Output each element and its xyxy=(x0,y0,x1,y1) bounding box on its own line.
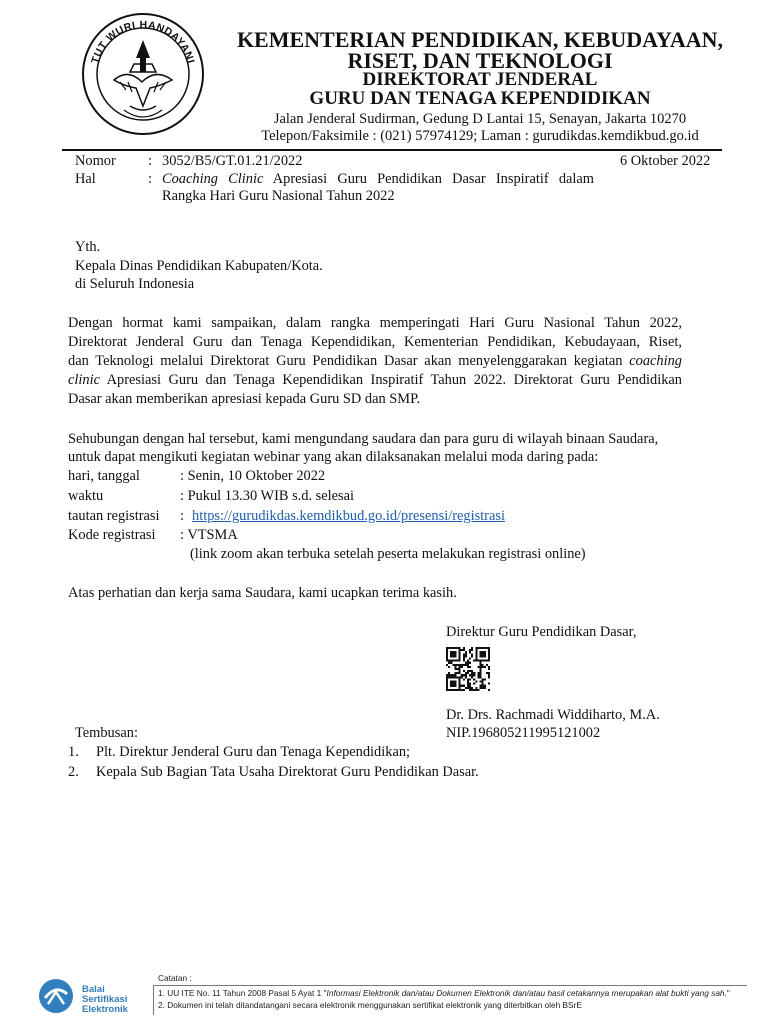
tut-wuri-handayani-logo xyxy=(80,10,206,138)
recipient-yth: Yth. xyxy=(75,239,101,255)
nomor-label: Nomor xyxy=(75,153,116,169)
paragraph2-line2: untuk dapat mengikuti kegiatan webinar yang akan dilaksanakan melalui moda daring pada: xyxy=(68,449,599,465)
detail-link-label: tautan registrasi xyxy=(68,508,160,524)
letter-date: 6 Oktober 2022 xyxy=(620,153,711,169)
detail-day-label: hari, tanggal xyxy=(68,468,140,484)
paragraph2-line1: Sehubungan dengan hal tersebut, kami mengundang saudara dan para guru di wilayah binaan Saudara, xyxy=(68,431,659,447)
letterhead-address: Jalan Jenderal Sudirman, Gedung D Lantai 15, Senayan, Jakarta 10270 xyxy=(273,111,687,127)
paragraph1-line3 xyxy=(68,352,682,370)
letterhead-directorate-line1: DIREKTORAT JENDERAL xyxy=(362,69,598,90)
paragraph1-italic-clinic: clinic xyxy=(68,372,100,388)
qr-code xyxy=(446,647,490,691)
letterhead-contact: Telepon/Faksimile : (021) 57974129; Laman : gurudikdas.kemdikbud.go.id xyxy=(261,128,699,144)
recipient-line1: Kepala Dinas Pendidikan Kabupaten/Kota. xyxy=(75,258,323,274)
hal-italic: Coaching Clinic xyxy=(162,171,264,187)
detail-code-value: : VTSMA xyxy=(180,527,238,543)
footer-box-top xyxy=(153,985,747,986)
nomor-colon: : xyxy=(148,153,152,169)
bsre-text-line3: Elektronik xyxy=(82,1004,128,1015)
detail-time-value: : Pukul 13.30 WIB s.d. selesai xyxy=(180,488,355,504)
svg-text:TUT WURI HANDAYANI: TUT WURI HANDAYANI xyxy=(89,18,197,66)
paragraph1-line2: Direktorat Jenderal Guru dan Tenaga Kependidikan, Kementerian Pendidikan, Kebudayaan, Riset, xyxy=(68,334,682,350)
hal-subject-line1 xyxy=(162,170,594,188)
footer-note-1-quote: Informasi Elektronik dan/atau Dokumen Elektronik dan/atau hasil cetakannya merupakan alat bukti yang sah. xyxy=(326,988,727,998)
paragraph1-italic-coaching: coaching xyxy=(629,353,682,369)
paragraph1-line4 xyxy=(68,371,682,389)
paragraph1-line4-text: Apresiasi Guru dan Tenaga Kependidikan Inspiratif Tahun 2022. Direktorat Guru Pendidikan xyxy=(106,372,682,388)
tembusan-label: Tembusan: xyxy=(75,725,138,741)
signature-nip: NIP.196805211995121002 xyxy=(446,725,601,741)
footer-note-2: 2. Dokumen ini telah ditandatangani secara elektronik menggunakan sertifikat elektronik yang diterbitkan oleh BSrE xyxy=(158,1000,582,1010)
letterhead-ministry-line1: KEMENTERIAN PENDIDIKAN, KEBUDAYAAN, xyxy=(236,27,724,52)
letterhead-ministry-line2: RISET, DAN TEKNOLOGI xyxy=(347,48,613,73)
detail-day-value: : Senin, 10 Oktober 2022 xyxy=(180,468,326,484)
detail-time-label: waktu xyxy=(68,488,104,504)
tembusan-item-2-num: 2. xyxy=(68,764,79,780)
footer-note-1 xyxy=(158,988,730,999)
paragraph1-line3-text: dan Teknologi melalui Direktorat Guru Pendidikan Dasar akan menyelenggarakan kegiatan xyxy=(68,353,623,369)
signature-name: Dr. Drs. Rachmadi Widdiharto, M.A. xyxy=(446,707,660,723)
bsre-text-line1: Balai xyxy=(82,984,105,995)
footer-box-left xyxy=(153,985,154,1015)
footer-note-1-suffix: " xyxy=(726,988,730,998)
letterhead-divider xyxy=(62,149,722,151)
bsre-logo-icon xyxy=(36,976,76,1016)
paragraph1-line5: Dasar akan memberikan apresiasi kepada Guru SD dan SMP. xyxy=(68,391,421,407)
detail-link-colon: : xyxy=(180,508,184,524)
footer-note-1-prefix: 1. UU ITE No. 11 Tahun 2008 Pasal 5 Ayat 1 " xyxy=(158,988,327,998)
signature-title: Direktur Guru Pendidikan Dasar, xyxy=(446,624,637,640)
letterhead-directorate-line2: GURU DAN TENAGA KEPENDIDIKAN xyxy=(309,88,651,109)
tembusan-item-1-num: 1. xyxy=(68,744,79,760)
bsre-text-line2: Sertifikasi xyxy=(82,994,128,1005)
paragraph1-line1: Dengan hormat kami sampaikan, dalam rangka memperingati Hari Guru Nasional Tahun 2022, xyxy=(68,315,682,331)
hal-label: Hal xyxy=(75,171,96,187)
tembusan-item-1-text: Plt. Direktur Jenderal Guru dan Tenaga Kependidikan; xyxy=(96,744,411,760)
nomor-value: 3052/B5/GT.01.21/2022 xyxy=(162,153,303,169)
tembusan-item-2-text: Kepala Sub Bagian Tata Usaha Direktorat Guru Pendidikan Dasar. xyxy=(96,764,479,780)
hal-colon: : xyxy=(148,171,152,187)
hal-subject-line2: Rangka Hari Guru Nasional Tahun 2022 xyxy=(162,188,395,204)
registration-link[interactable]: https://gurudikdas.kemdikbud.go.id/presensi/registrasi xyxy=(192,508,505,524)
recipient-line2: di Seluruh Indonesia xyxy=(75,276,195,292)
hal-rest: Apresiasi Guru Pendidikan Dasar Inspiratif dalam xyxy=(272,171,594,187)
detail-code-label: Kode registrasi xyxy=(68,527,156,543)
closing-text: Atas perhatian dan kerja sama Saudara, kami ucapkan terima kasih. xyxy=(68,585,457,601)
detail-note: (link zoom akan terbuka setelah peserta melakukan registrasi online) xyxy=(190,546,586,562)
footer-catatan-label: Catatan : xyxy=(158,973,192,983)
